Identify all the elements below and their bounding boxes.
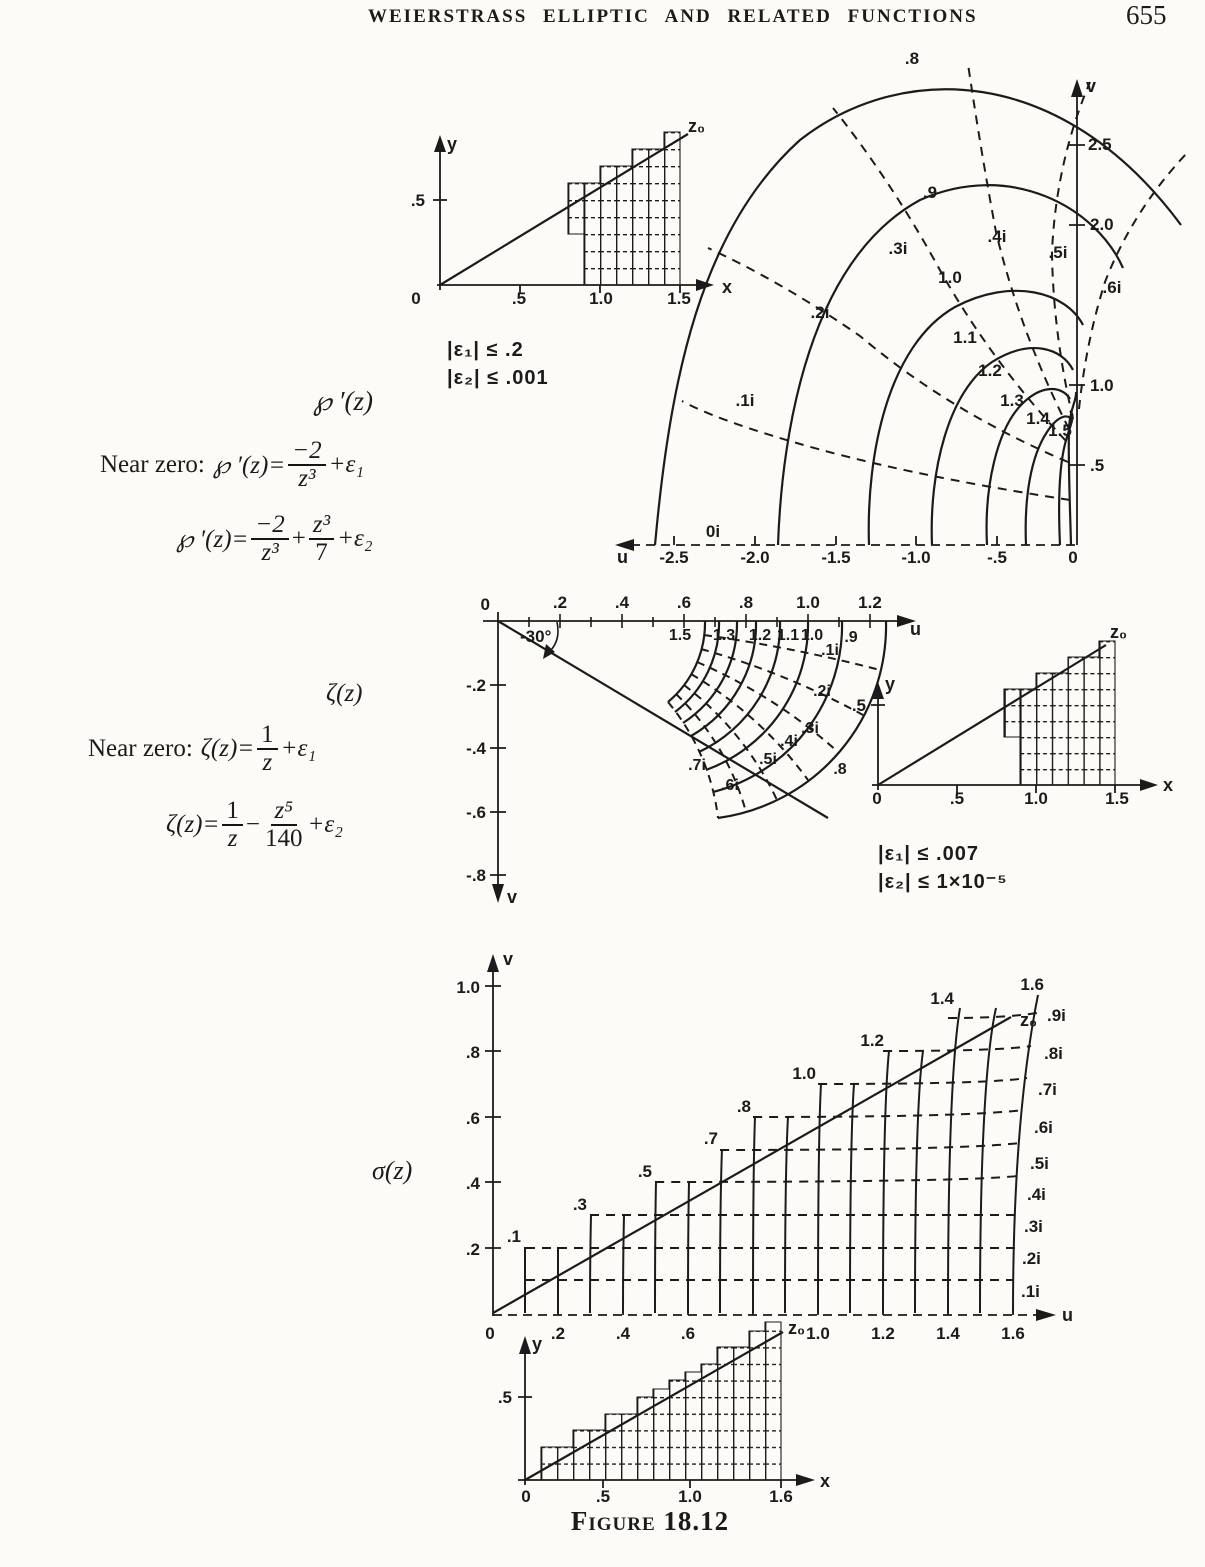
zeta-solid-label-13: 1.3 bbox=[712, 627, 736, 644]
sigma-v-tick-label-0: 1.0 bbox=[456, 978, 480, 997]
zeta-eps2: |ε₂| ≤ 1×10⁻⁵ bbox=[878, 871, 1008, 893]
pw-dashed-label-4i: .4i bbox=[987, 227, 1007, 246]
zeta-f1-fraction: $\frac{1}{z}$ bbox=[257, 722, 278, 777]
zeta-solid-label-09: .9 bbox=[844, 629, 858, 646]
sigma-solid-label-08: .8 bbox=[736, 1097, 751, 1116]
zeta-dashed-label-6i: .6i bbox=[721, 777, 739, 794]
zeta-v-axis-label: v bbox=[507, 887, 518, 907]
sigma-u-axis-label: u bbox=[1062, 1305, 1073, 1325]
sigma-v-arrow-icon bbox=[487, 954, 499, 972]
sigma-v-tick-label-3: .4 bbox=[465, 1174, 480, 1193]
zeta-solid-label-15: 1.5 bbox=[668, 627, 692, 644]
sigma-z0-label: z₀ bbox=[1020, 1010, 1038, 1030]
sigma-inset-x-tick-10: 1.0 bbox=[678, 1487, 702, 1506]
pw-inset-x-tick-05: .5 bbox=[511, 289, 527, 308]
pw-solid-label-14: 1.4 bbox=[1026, 409, 1050, 428]
zeta-inset-hatch-region bbox=[1004, 641, 1115, 785]
sigma-inset-z-plane bbox=[498, 1318, 830, 1506]
zeta-solid-label-10: 1.0 bbox=[800, 627, 824, 644]
pw-u-tick-label-3: -1.0 bbox=[901, 548, 931, 567]
zeta-curve-04i bbox=[691, 674, 808, 780]
pw-inset-z-plane bbox=[411, 116, 732, 308]
sigma-curve-4i bbox=[655, 1176, 1018, 1182]
pw-solid-label-09: .9 bbox=[922, 183, 938, 202]
sigma-solid-label-10: 1.0 bbox=[792, 1064, 816, 1083]
zeta-inset-x-tick-15: 1.5 bbox=[1105, 789, 1129, 808]
sigma-curve-10 bbox=[818, 1084, 821, 1313]
pw-v-tick-label-25: 2.5 bbox=[1088, 135, 1112, 154]
sigma-curve-11 bbox=[850, 1084, 854, 1313]
sigma-inset-x-label: x bbox=[820, 1471, 831, 1491]
page-number: 655 bbox=[1126, 0, 1167, 30]
pw-inset-x-tick-0: 0 bbox=[411, 289, 421, 308]
sigma-v-tick-label-2: .6 bbox=[465, 1109, 480, 1128]
zeta-f2-lhs: ζ(z)= bbox=[166, 811, 220, 839]
sigma-title: σ(z) bbox=[372, 1156, 413, 1185]
zeta-f2-tail: +ε₂ bbox=[307, 811, 343, 839]
zeta-u-tick-label-3: .8 bbox=[738, 593, 754, 612]
pw-f2-op: + bbox=[291, 525, 306, 553]
pw-inset-y-label: y bbox=[447, 134, 458, 154]
page-header: WEIERSTRASS ELLIPTIC AND RELATED FUNCTIONS bbox=[368, 6, 978, 27]
sigma-dashed-label-4i: .4i bbox=[1027, 1185, 1046, 1204]
sigma-dashed-label-7i: .7i bbox=[1038, 1080, 1057, 1099]
sigma-u-tick-label-6: 1.4 bbox=[936, 1324, 960, 1343]
figure-caption: Figure 18.12 bbox=[570, 1506, 730, 1536]
pw-u-tick-label-0: -2.5 bbox=[659, 548, 689, 567]
sigma-inset-y-tick-05: .5 bbox=[497, 1388, 512, 1407]
pw-f2-fraction-2: $\frac{\text{z³}}{7}$ bbox=[309, 512, 334, 567]
zeta-eps1: |ε₁| ≤ .007 bbox=[878, 843, 979, 865]
pw-inset-y-tick-05: .5 bbox=[410, 191, 425, 210]
zeta-u-tick-label-0: .2 bbox=[552, 593, 568, 612]
sigma-solid-label-05: .5 bbox=[637, 1162, 652, 1181]
pw-solid-label-08: .8 bbox=[904, 49, 920, 68]
zeta-origin-label: 0 bbox=[480, 595, 490, 614]
sigma-inset-x-tick-05: .5 bbox=[595, 1487, 611, 1506]
pw-solid-label-10: 1.0 bbox=[938, 268, 962, 287]
zeta-f2-fraction-1: $\frac{1}{z}$ bbox=[222, 798, 243, 853]
zeta-title: ζ(z) bbox=[326, 680, 363, 707]
pw-inset-x-label: x bbox=[722, 277, 733, 297]
pw-v-tick-label-20: 2.0 bbox=[1090, 215, 1114, 234]
sigma-dashed-label-5i: .5i bbox=[1030, 1154, 1049, 1173]
sigma-u-tick-label-5: 1.2 bbox=[871, 1324, 895, 1343]
zeta-u-tick-label-4: 1.0 bbox=[796, 593, 820, 612]
sigma-dashed-label-1i: .1i bbox=[1021, 1282, 1040, 1301]
zeta-angle-label: -30° bbox=[520, 627, 552, 646]
sigma-u-tick-label-0: 0 bbox=[485, 1324, 495, 1343]
pw-dashed-label-6i: .6i bbox=[1102, 278, 1122, 297]
sigma-u-arrow-icon bbox=[1036, 1309, 1056, 1321]
pw-near-zero-label: Near zero: bbox=[100, 451, 205, 479]
zeta-f2-op: − bbox=[245, 811, 260, 839]
zeta-inset-y-tick-05: .5 bbox=[851, 696, 866, 715]
zeta-dashed-label-4i: .4i bbox=[780, 733, 798, 750]
zeta-inset-x-tick-05: .5 bbox=[949, 789, 965, 808]
pw-u-tick-label-2: -1.5 bbox=[821, 548, 851, 567]
pw-v-arrow-icon bbox=[1071, 79, 1083, 97]
sigma-u-tick-label-7: 1.6 bbox=[1001, 1324, 1025, 1343]
pw-inset-y-arrow-icon bbox=[434, 135, 446, 152]
sigma-dashed-label-8i: .8i bbox=[1044, 1044, 1063, 1063]
zeta-curve-06i bbox=[676, 694, 746, 812]
sigma-inset-z0-label: z₀ bbox=[788, 1318, 806, 1338]
pw-solid-label-12: 1.2 bbox=[978, 361, 1002, 380]
zeta-dashed-label-5i: .5i bbox=[759, 751, 777, 768]
zeta-inset-x-tick-10: 1.0 bbox=[1024, 789, 1048, 808]
zeta-f2-fraction-2: $\frac{\text{z⁵}}{140}$ bbox=[264, 797, 303, 853]
zeta-solid-label-12: 1.2 bbox=[748, 627, 772, 644]
sigma-inset-y-arrow-icon bbox=[519, 1336, 531, 1354]
pw-v-axis-label: v bbox=[1086, 76, 1097, 96]
zeta-u-tick-label-1: .4 bbox=[614, 593, 630, 612]
pw-inset-z0-label: z₀ bbox=[688, 116, 706, 136]
zeta-near-zero-label: Near zero: bbox=[88, 735, 193, 763]
sigma-curve-6i bbox=[753, 1110, 1023, 1117]
pw-f2-tail: +ε₂ bbox=[337, 525, 373, 553]
zeta-inset-z-plane bbox=[852, 622, 1173, 808]
pw-eps1: |ε₁| ≤ .2 bbox=[447, 339, 524, 361]
sigma-solid-label-03: .3 bbox=[572, 1195, 587, 1214]
pw-solid-label-15: 1.5 bbox=[1048, 421, 1072, 440]
pw-f2-lhs: ℘ ′(z)= bbox=[176, 526, 249, 554]
zeta-inset-y-label: y bbox=[885, 674, 896, 694]
pw-inset-hatch-region bbox=[568, 132, 680, 285]
zeta-inset-z0-label: z₀ bbox=[1110, 622, 1128, 642]
pw-curve-06i bbox=[1079, 154, 1186, 409]
pw-inset-x-tick-15: 1.5 bbox=[667, 289, 691, 308]
sigma-w-plane-plot bbox=[456, 949, 1073, 1343]
zeta-v-arrow-icon bbox=[492, 884, 504, 903]
pw-f1-tail: +ε₁ bbox=[328, 451, 364, 479]
sigma-curve-13 bbox=[915, 1051, 923, 1313]
zeta-u-tick-label-2: .6 bbox=[676, 593, 692, 612]
sigma-v-tick-label-1: .8 bbox=[465, 1043, 480, 1062]
zeta-curve-03i bbox=[697, 662, 838, 752]
zeta-v-tick-label-2: -.6 bbox=[466, 803, 486, 822]
pw-dashed-label-2i: .2i bbox=[810, 303, 830, 322]
pw-v-tick-label-05: .5 bbox=[1090, 456, 1105, 475]
sigma-dashed-label-3i: .3i bbox=[1024, 1217, 1043, 1236]
pw-u-axis-label: u bbox=[617, 547, 628, 567]
zeta-inset-x-tick-0: 0 bbox=[872, 789, 882, 808]
zeta-dashed-label-3i: .3i bbox=[801, 720, 819, 737]
pw-title: ℘ ′(z) bbox=[313, 386, 373, 416]
pw-dashed-label-3i: .3i bbox=[888, 239, 908, 258]
sigma-solid-label-01: .1 bbox=[506, 1227, 521, 1246]
pw-v-tick-label-10: 1.0 bbox=[1090, 376, 1114, 395]
pw-u-tick-label-4: -.5 bbox=[987, 548, 1007, 567]
pw-dashed-label-1i: .1i bbox=[735, 391, 755, 410]
sigma-solid-label-07: .7 bbox=[703, 1129, 718, 1148]
sigma-solid-label-16: 1.6 bbox=[1020, 975, 1044, 994]
pw-solid-curves bbox=[655, 89, 1181, 545]
zeta-dashed-label-1i: .1i bbox=[821, 642, 839, 659]
pw-dashed-label-0i: 0i bbox=[705, 522, 721, 541]
zeta-v-tick-label-3: -.8 bbox=[466, 866, 486, 885]
zeta-dashed-label-7i: .7i bbox=[688, 757, 706, 774]
sigma-v-axis-label: v bbox=[503, 949, 514, 969]
sigma-curve-5i bbox=[720, 1143, 1020, 1150]
zeta-u-tick-label-5: 1.2 bbox=[858, 593, 882, 612]
pw-f1-lhs: ℘ ′(z)= bbox=[212, 452, 286, 480]
zeta-solid-label-08: .8 bbox=[833, 761, 847, 778]
pw-curve-11 bbox=[932, 348, 1073, 545]
sigma-dashed-label-9i: .9i bbox=[1047, 1006, 1066, 1025]
sigma-curve-15 bbox=[980, 1008, 996, 1313]
pw-u-tick-label-1: -2.0 bbox=[740, 548, 770, 567]
sigma-curve-03 bbox=[590, 1215, 591, 1313]
sigma-solid-label-12: 1.2 bbox=[860, 1031, 884, 1050]
sigma-z0-ray bbox=[493, 1017, 1011, 1313]
zeta-f1-tail: +ε₁ bbox=[280, 735, 317, 763]
pw-f1-fraction: $\frac{-2}{\text{z³}}$ bbox=[288, 438, 325, 493]
pw-u-ticks bbox=[674, 536, 997, 545]
sigma-u-tick-label-4: 1.0 bbox=[806, 1324, 830, 1343]
zeta-v-tick-label-1: -.4 bbox=[466, 739, 486, 758]
sigma-curve-04 bbox=[623, 1215, 624, 1313]
sigma-dashed-label-6i: .6i bbox=[1034, 1118, 1053, 1137]
sigma-inset-x-tick-0: 0 bbox=[521, 1487, 531, 1506]
sigma-curve-7i bbox=[818, 1078, 1027, 1084]
sigma-curve-14 bbox=[948, 1008, 960, 1313]
sigma-solid-label-14: 1.4 bbox=[930, 989, 954, 1008]
pw-eps2: |ε₂| ≤ .001 bbox=[447, 367, 549, 389]
pw-solid-label-13: 1.3 bbox=[1000, 391, 1024, 410]
pw-solid-label-11: 1.1 bbox=[953, 328, 977, 347]
zeta-f1-lhs: ζ(z)= bbox=[200, 735, 255, 763]
pw-u-tick-label-5: 0 bbox=[1068, 548, 1078, 567]
sigma-inset-x-tick-16: 1.6 bbox=[769, 1487, 793, 1506]
sigma-inset-y-label: y bbox=[532, 1334, 543, 1354]
pw-dashed-label-5i: .5i bbox=[1048, 243, 1068, 262]
sigma-dashed-label-2i: .2i bbox=[1022, 1249, 1041, 1268]
zeta-u-axis-label: u bbox=[910, 619, 921, 639]
zeta-solid-label-11: 1.1 bbox=[776, 627, 800, 644]
zeta-v-tick-label-0: -.2 bbox=[466, 676, 486, 695]
pw-curve-02i bbox=[708, 248, 1068, 462]
sigma-u-tick-label-3: .6 bbox=[680, 1324, 696, 1343]
pw-curve-08 bbox=[655, 89, 1181, 545]
zeta-inset-x-label: x bbox=[1163, 775, 1174, 795]
zeta-inset-x-arrow-icon bbox=[1140, 779, 1158, 791]
sigma-solid-curves bbox=[525, 995, 1038, 1313]
pw-inset-x-tick-10: 1.0 bbox=[589, 289, 613, 308]
sigma-inset-x-arrow-icon bbox=[796, 1474, 815, 1486]
sigma-v-tick-label-4: .2 bbox=[465, 1240, 480, 1259]
zeta-dashed-label-2i: .2i bbox=[813, 683, 831, 700]
zeta-w-plane-plot bbox=[466, 593, 921, 907]
pw-f2-fraction-1: $\frac{-2}{\text{z³}}$ bbox=[251, 512, 288, 567]
sigma-curve-07 bbox=[720, 1149, 722, 1313]
sigma-dashed-curves bbox=[526, 1013, 1037, 1280]
sigma-u-tick-label-1: .2 bbox=[550, 1324, 566, 1343]
sigma-u-tick-label-2: .4 bbox=[615, 1324, 631, 1343]
